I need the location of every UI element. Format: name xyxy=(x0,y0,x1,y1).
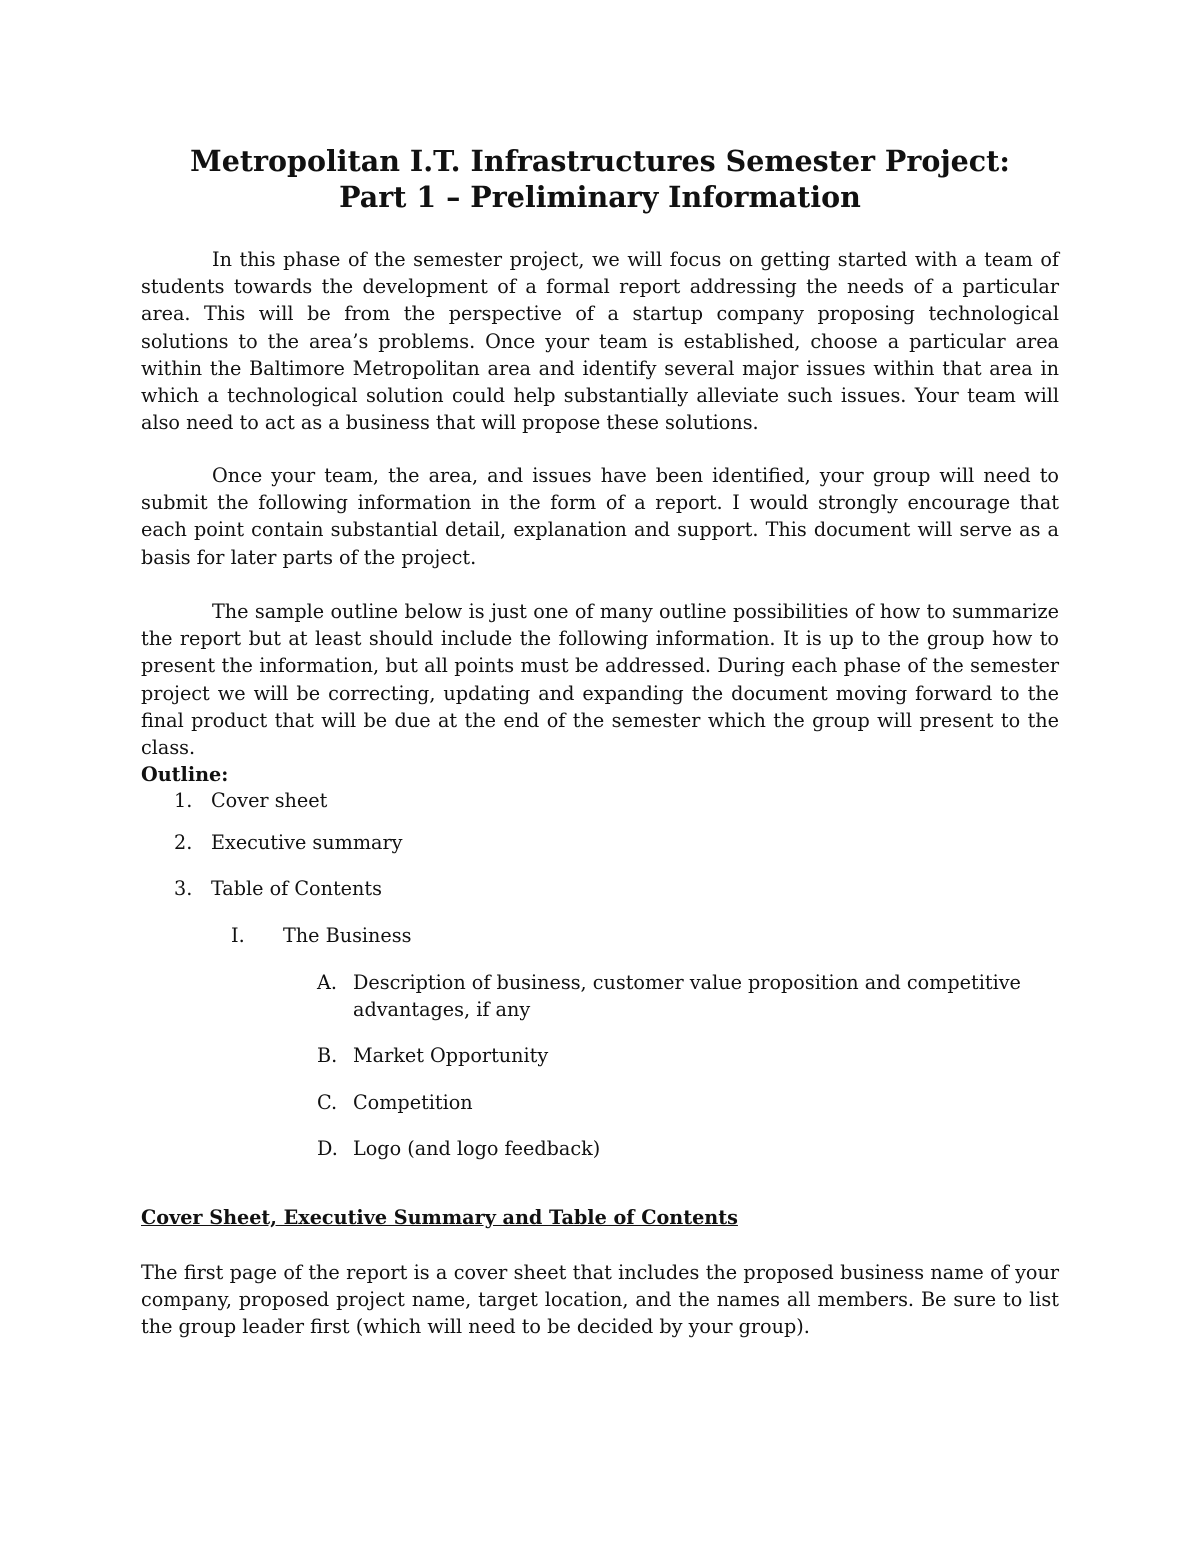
outline-subsubitem-competition: Competition xyxy=(353,1091,473,1114)
outline-subsubitem-marker: A. xyxy=(317,971,337,994)
outline-subsubitem-market-opportunity: Market Opportunity xyxy=(353,1044,549,1067)
outline-intro-paragraph: The sample outline below is just one of many outline possibilities of how to summarize the report but at least should include the following information. It is up to the group how to present the information, but all points must be addressed. During each phase of the semester project we will be correcting, updating and expanding the document moving forward to the final product that will be due at the end of the semester which the group will present to the class. xyxy=(141,600,1059,760)
outline-item-marker: 2. xyxy=(174,831,193,854)
outline-subitem-the-business: The Business xyxy=(283,924,412,947)
outline-subsubitem-marker: D. xyxy=(317,1137,338,1160)
submission-paragraph: Once your team, the area, and issues have been identified, your group will need to submit the following information in the form of a report. I would strongly encourage that each point contain substantial detail, explanation and support. This document will serve as a basis for later parts of the project. xyxy=(141,464,1059,569)
document-title-line-2: Part 1 – Preliminary Information xyxy=(339,180,861,214)
document-title-line-1: Metropolitan I.T. Infrastructures Semester Project: xyxy=(190,144,1010,178)
intro-paragraph: In this phase of the semester project, we will focus on getting started with a team of students towards the development of a formal report addressing the needs of a particular area. This will be from the perspective of a startup company proposing technological solutions to the area’s problems. Once your team is established, choose a particular area within the Baltimore Metropolitan area and identify several major issues within that area in which a technological solution could help substantially alleviate such issues. Your team will also need to act as a business that will propose these solutions. xyxy=(141,248,1059,435)
outline-item-marker: 3. xyxy=(174,877,193,900)
section-heading: Cover Sheet, Executive Summary and Table of Contents xyxy=(141,1206,738,1229)
outline-subsubitem-logo: Logo (and logo feedback) xyxy=(353,1137,601,1160)
cover-sheet-paragraph: The first page of the report is a cover sheet that includes the proposed business name of your company, proposed project name, target location, and the names all members. Be sure to list the group leader first (which will need to be decided by your group). xyxy=(141,1261,1059,1339)
outline-item-cover-sheet: Cover sheet xyxy=(211,789,328,812)
outline-item-executive-summary: Executive summary xyxy=(211,831,403,854)
outline-subitem-marker: I. xyxy=(231,924,245,947)
outline-item-table-of-contents: Table of Contents xyxy=(211,877,382,900)
outline-subsubitem-marker: C. xyxy=(317,1091,338,1114)
outline-heading: Outline: xyxy=(141,763,229,786)
outline-item-marker: 1. xyxy=(174,789,193,812)
outline-subsubitem-description: Description of business, customer value proposition and competitive advantages, if any xyxy=(353,971,1021,1021)
outline-subsubitem-marker: B. xyxy=(317,1044,338,1067)
